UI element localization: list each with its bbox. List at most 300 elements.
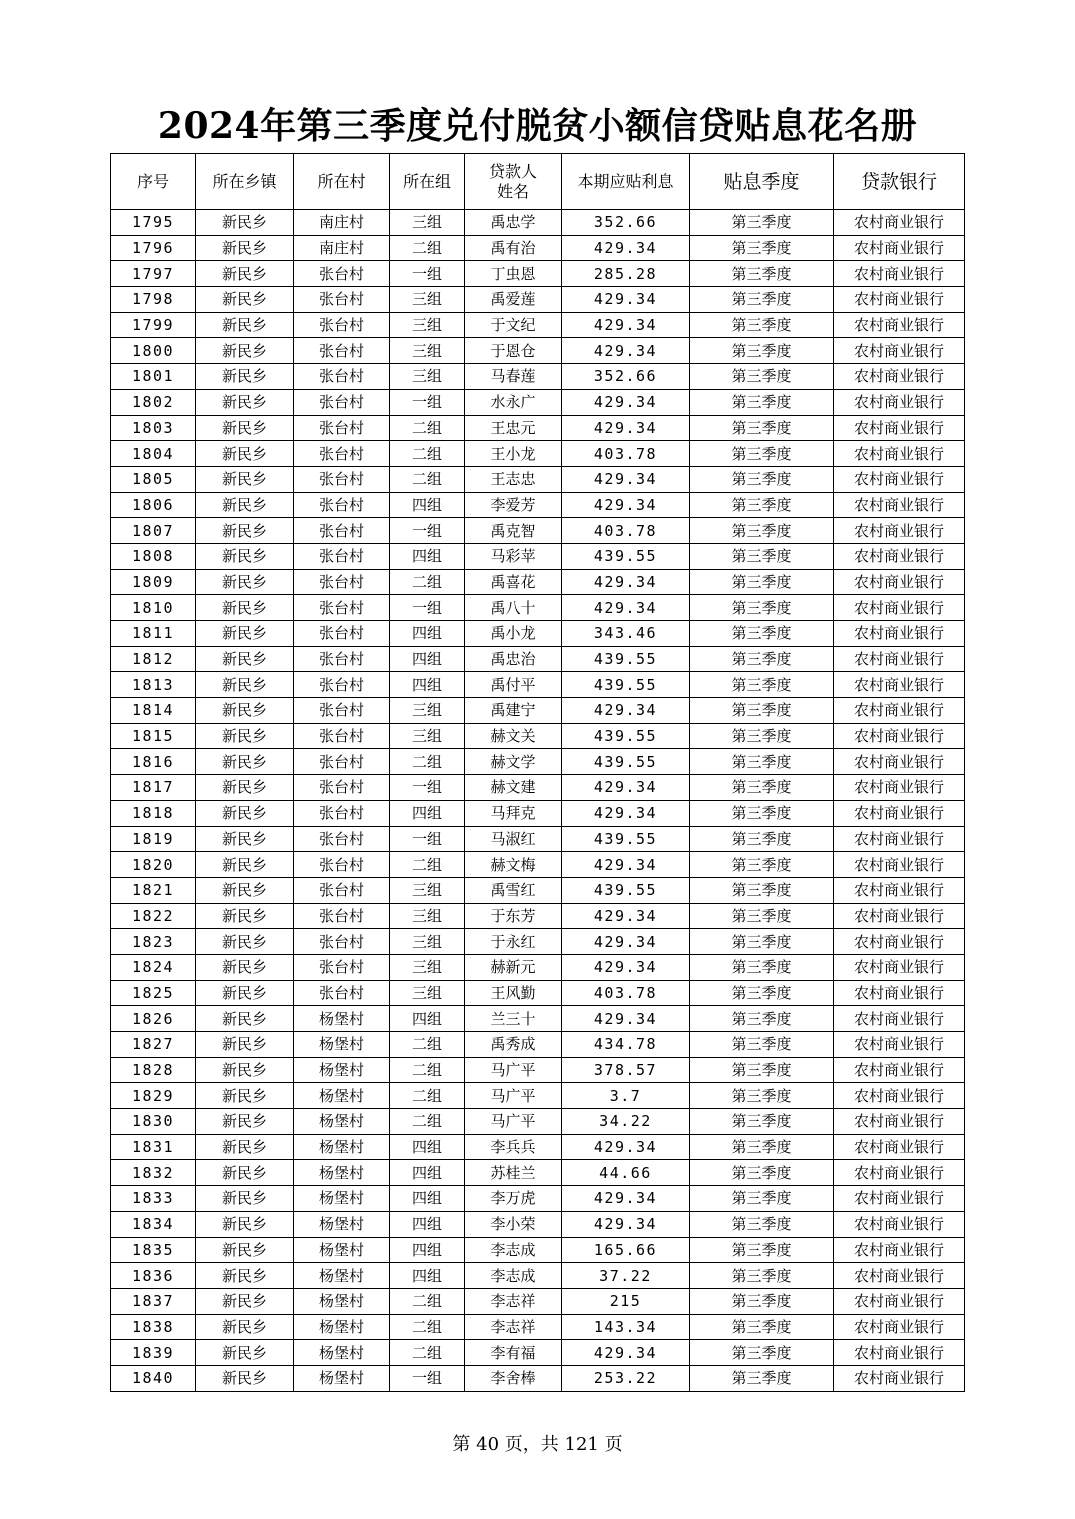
- village-cell: 张台村: [294, 980, 390, 1006]
- table-row: [111, 595, 965, 621]
- seq-cell: 1809: [111, 569, 196, 595]
- group-cell: 三组: [390, 210, 465, 236]
- bank-cell: 农村商业银行: [834, 1237, 965, 1263]
- town-cell: 新民乡: [196, 723, 294, 749]
- bank-cell: 农村商业银行: [834, 1109, 965, 1135]
- seq-cell: 1798: [111, 287, 196, 313]
- quarter-cell: 第三季度: [690, 903, 834, 929]
- town-cell: 新民乡: [196, 1083, 294, 1109]
- quarter-cell: 第三季度: [690, 441, 834, 467]
- seq-cell: 1833: [111, 1186, 196, 1212]
- table-row: [111, 877, 965, 903]
- bank-cell: 农村商业银行: [834, 1160, 965, 1186]
- interest-cell: 403.78: [562, 518, 690, 544]
- borrower-cell: 李小荣: [465, 1211, 562, 1237]
- village-cell: 杨堡村: [294, 1340, 390, 1366]
- table-row: [111, 466, 965, 492]
- town-cell: 新民乡: [196, 646, 294, 672]
- header-borrower: [465, 154, 562, 210]
- interest-cell: 403.78: [562, 441, 690, 467]
- group-cell: 二组: [390, 1288, 465, 1314]
- group-cell: 一组: [390, 826, 465, 852]
- seq-cell: 1814: [111, 698, 196, 724]
- table-row: [111, 1160, 965, 1186]
- village-cell: 张台村: [294, 518, 390, 544]
- seq-cell: 1835: [111, 1237, 196, 1263]
- header-village: 所在村: [294, 154, 390, 210]
- borrower-cell: 赫文学: [465, 749, 562, 775]
- town-cell: 新民乡: [196, 1237, 294, 1263]
- group-cell: 二组: [390, 1032, 465, 1058]
- group-cell: 四组: [390, 672, 465, 698]
- table-row: [111, 954, 965, 980]
- bank-cell: 农村商业银行: [834, 1134, 965, 1160]
- bank-cell: 农村商业银行: [834, 364, 965, 390]
- table-row: [111, 210, 965, 236]
- seq-cell: 1818: [111, 800, 196, 826]
- group-cell: 一组: [390, 261, 465, 287]
- group-cell: 四组: [390, 646, 465, 672]
- group-cell: 一组: [390, 518, 465, 544]
- group-cell: 四组: [390, 1134, 465, 1160]
- seq-cell: 1816: [111, 749, 196, 775]
- group-cell: 一组: [390, 775, 465, 801]
- bank-cell: 农村商业银行: [834, 261, 965, 287]
- table-row: [111, 235, 965, 261]
- quarter-cell: 第三季度: [690, 210, 834, 236]
- bank-cell: 农村商业银行: [834, 877, 965, 903]
- quarter-cell: 第三季度: [690, 518, 834, 544]
- bank-cell: 农村商业银行: [834, 723, 965, 749]
- town-cell: 新民乡: [196, 1006, 294, 1032]
- quarter-cell: 第三季度: [690, 1057, 834, 1083]
- quarter-cell: 第三季度: [690, 338, 834, 364]
- bank-cell: 农村商业银行: [834, 415, 965, 441]
- seq-cell: 1828: [111, 1057, 196, 1083]
- interest-cell: 429.34: [562, 929, 690, 955]
- seq-cell: 1831: [111, 1134, 196, 1160]
- interest-cell: 352.66: [562, 210, 690, 236]
- town-cell: 新民乡: [196, 903, 294, 929]
- interest-cell: 143.34: [562, 1314, 690, 1340]
- quarter-cell: 第三季度: [690, 775, 834, 801]
- group-cell: 三组: [390, 954, 465, 980]
- seq-cell: 1799: [111, 312, 196, 338]
- interest-cell: 37.22: [562, 1263, 690, 1289]
- interest-cell: 439.55: [562, 723, 690, 749]
- village-cell: 张台村: [294, 775, 390, 801]
- village-cell: 张台村: [294, 954, 390, 980]
- bank-cell: 农村商业银行: [834, 954, 965, 980]
- bank-cell: 农村商业银行: [834, 312, 965, 338]
- village-cell: 南庄村: [294, 235, 390, 261]
- bank-cell: 农村商业银行: [834, 287, 965, 313]
- seq-cell: 1807: [111, 518, 196, 544]
- table-row: [111, 723, 965, 749]
- seq-cell: 1820: [111, 852, 196, 878]
- group-cell: 二组: [390, 1340, 465, 1366]
- bank-cell: 农村商业银行: [834, 800, 965, 826]
- group-cell: 二组: [390, 1083, 465, 1109]
- group-cell: 三组: [390, 903, 465, 929]
- village-cell: 张台村: [294, 543, 390, 569]
- borrower-cell: 禹喜花: [465, 569, 562, 595]
- quarter-cell: 第三季度: [690, 1109, 834, 1135]
- table-row: [111, 698, 965, 724]
- village-cell: 张台村: [294, 749, 390, 775]
- seq-cell: 1829: [111, 1083, 196, 1109]
- quarter-cell: 第三季度: [690, 415, 834, 441]
- borrower-cell: 于恩仓: [465, 338, 562, 364]
- quarter-cell: 第三季度: [690, 312, 834, 338]
- seq-cell: 1832: [111, 1160, 196, 1186]
- seq-cell: 1836: [111, 1263, 196, 1289]
- borrower-cell: 李有福: [465, 1340, 562, 1366]
- bank-cell: 农村商业银行: [834, 543, 965, 569]
- group-cell: 二组: [390, 749, 465, 775]
- seq-cell: 1817: [111, 775, 196, 801]
- bank-cell: 农村商业银行: [834, 569, 965, 595]
- table-row: [111, 1057, 965, 1083]
- group-cell: 三组: [390, 877, 465, 903]
- group-cell: 四组: [390, 1160, 465, 1186]
- interest-cell: 429.34: [562, 569, 690, 595]
- quarter-cell: 第三季度: [690, 1032, 834, 1058]
- table-row: [111, 929, 965, 955]
- table-row: [111, 312, 965, 338]
- village-cell: 杨堡村: [294, 1211, 390, 1237]
- bank-cell: 农村商业银行: [834, 1314, 965, 1340]
- town-cell: 新民乡: [196, 775, 294, 801]
- bank-cell: 农村商业银行: [834, 852, 965, 878]
- seq-cell: 1821: [111, 877, 196, 903]
- interest-cell: 429.34: [562, 287, 690, 313]
- borrower-cell: 水永广: [465, 389, 562, 415]
- group-cell: 二组: [390, 466, 465, 492]
- interest-cell: 429.34: [562, 1211, 690, 1237]
- quarter-cell: 第三季度: [690, 1237, 834, 1263]
- quarter-cell: 第三季度: [690, 1160, 834, 1186]
- borrower-cell: 马淑红: [465, 826, 562, 852]
- borrower-cell: 于东芳: [465, 903, 562, 929]
- group-cell: 二组: [390, 1109, 465, 1135]
- seq-cell: 1839: [111, 1340, 196, 1366]
- interest-cell: 434.78: [562, 1032, 690, 1058]
- interest-cell: 429.34: [562, 466, 690, 492]
- interest-cell: 429.34: [562, 235, 690, 261]
- group-cell: 三组: [390, 364, 465, 390]
- table-row: [111, 1006, 965, 1032]
- group-cell: 三组: [390, 287, 465, 313]
- interest-cell: 165.66: [562, 1237, 690, 1263]
- table-row: [111, 364, 965, 390]
- village-cell: 杨堡村: [294, 1134, 390, 1160]
- borrower-cell: 马广平: [465, 1057, 562, 1083]
- group-cell: 三组: [390, 698, 465, 724]
- table-row: [111, 261, 965, 287]
- town-cell: 新民乡: [196, 261, 294, 287]
- borrower-cell: 赫文建: [465, 775, 562, 801]
- village-cell: 杨堡村: [294, 1160, 390, 1186]
- borrower-cell: 王小龙: [465, 441, 562, 467]
- bank-cell: 农村商业银行: [834, 621, 965, 647]
- town-cell: 新民乡: [196, 1263, 294, 1289]
- table-row: [111, 749, 965, 775]
- borrower-cell: 禹建宁: [465, 698, 562, 724]
- borrower-cell: 禹忠治: [465, 646, 562, 672]
- town-cell: 新民乡: [196, 1134, 294, 1160]
- borrower-cell: 李志成: [465, 1237, 562, 1263]
- quarter-cell: 第三季度: [690, 492, 834, 518]
- interest-cell: 285.28: [562, 261, 690, 287]
- table-row: [111, 389, 965, 415]
- table-row: [111, 415, 965, 441]
- group-cell: 三组: [390, 338, 465, 364]
- interest-cell: 352.66: [562, 364, 690, 390]
- village-cell: 张台村: [294, 389, 390, 415]
- town-cell: 新民乡: [196, 672, 294, 698]
- borrower-cell: 李万虎: [465, 1186, 562, 1212]
- borrower-cell: 于永红: [465, 929, 562, 955]
- interest-cell: 3.7: [562, 1083, 690, 1109]
- village-cell: 张台村: [294, 569, 390, 595]
- seq-cell: 1806: [111, 492, 196, 518]
- quarter-cell: 第三季度: [690, 1186, 834, 1212]
- town-cell: 新民乡: [196, 1211, 294, 1237]
- interest-cell: 429.34: [562, 903, 690, 929]
- borrower-cell: 马春莲: [465, 364, 562, 390]
- group-cell: 一组: [390, 595, 465, 621]
- bank-cell: 农村商业银行: [834, 1006, 965, 1032]
- header-quarter: 贴息季度: [690, 154, 834, 210]
- town-cell: 新民乡: [196, 569, 294, 595]
- bank-cell: 农村商业银行: [834, 826, 965, 852]
- table-row: [111, 672, 965, 698]
- town-cell: 新民乡: [196, 312, 294, 338]
- village-cell: 杨堡村: [294, 1314, 390, 1340]
- bank-cell: 农村商业银行: [834, 389, 965, 415]
- village-cell: 张台村: [294, 441, 390, 467]
- bank-cell: 农村商业银行: [834, 1340, 965, 1366]
- interest-cell: 44.66: [562, 1160, 690, 1186]
- quarter-cell: 第三季度: [690, 1288, 834, 1314]
- town-cell: 新民乡: [196, 364, 294, 390]
- interest-cell: 429.34: [562, 415, 690, 441]
- seq-cell: 1830: [111, 1109, 196, 1135]
- seq-cell: 1826: [111, 1006, 196, 1032]
- quarter-cell: 第三季度: [690, 749, 834, 775]
- interest-cell: 439.55: [562, 749, 690, 775]
- interest-cell: 429.34: [562, 954, 690, 980]
- village-cell: 张台村: [294, 492, 390, 518]
- borrower-cell: 李志祥: [465, 1314, 562, 1340]
- borrower-cell: 兰三十: [465, 1006, 562, 1032]
- village-cell: 杨堡村: [294, 1109, 390, 1135]
- seq-cell: 1822: [111, 903, 196, 929]
- quarter-cell: 第三季度: [690, 235, 834, 261]
- village-cell: 张台村: [294, 338, 390, 364]
- borrower-cell: 苏桂兰: [465, 1160, 562, 1186]
- town-cell: 新民乡: [196, 1365, 294, 1391]
- interest-cell: 439.55: [562, 826, 690, 852]
- town-cell: 新民乡: [196, 1057, 294, 1083]
- seq-cell: 1801: [111, 364, 196, 390]
- table-header-row: [111, 154, 965, 210]
- interest-cell: 343.46: [562, 621, 690, 647]
- header-seq: 序号: [111, 154, 196, 210]
- header-borrower-line2: 姓名: [496, 181, 529, 201]
- town-cell: 新民乡: [196, 1288, 294, 1314]
- town-cell: 新民乡: [196, 441, 294, 467]
- town-cell: 新民乡: [196, 415, 294, 441]
- seq-cell: 1803: [111, 415, 196, 441]
- quarter-cell: 第三季度: [690, 672, 834, 698]
- borrower-cell: 禹有治: [465, 235, 562, 261]
- town-cell: 新民乡: [196, 749, 294, 775]
- table-row: [111, 1314, 965, 1340]
- group-cell: 四组: [390, 1211, 465, 1237]
- village-cell: 张台村: [294, 672, 390, 698]
- seq-cell: 1810: [111, 595, 196, 621]
- seq-cell: 1804: [111, 441, 196, 467]
- bank-cell: 农村商业银行: [834, 210, 965, 236]
- village-cell: 杨堡村: [294, 1032, 390, 1058]
- borrower-cell: 禹小龙: [465, 621, 562, 647]
- table-row: [111, 980, 965, 1006]
- seq-cell: 1796: [111, 235, 196, 261]
- quarter-cell: 第三季度: [690, 800, 834, 826]
- group-cell: 二组: [390, 1057, 465, 1083]
- bank-cell: 农村商业银行: [834, 672, 965, 698]
- town-cell: 新民乡: [196, 929, 294, 955]
- quarter-cell: 第三季度: [690, 364, 834, 390]
- bank-cell: 农村商业银行: [834, 235, 965, 261]
- bank-cell: 农村商业银行: [834, 466, 965, 492]
- interest-cell: 439.55: [562, 672, 690, 698]
- table-row: [111, 1032, 965, 1058]
- header-borrower-line1: 贷款人: [488, 161, 537, 181]
- table-row: [111, 1365, 965, 1391]
- village-cell: 杨堡村: [294, 1083, 390, 1109]
- borrower-cell: 禹八十: [465, 595, 562, 621]
- town-cell: 新民乡: [196, 518, 294, 544]
- table-row: [111, 569, 965, 595]
- quarter-cell: 第三季度: [690, 569, 834, 595]
- interest-cell: 429.34: [562, 800, 690, 826]
- table-row: [111, 1134, 965, 1160]
- quarter-cell: 第三季度: [690, 1006, 834, 1032]
- borrower-cell: 禹雪红: [465, 877, 562, 903]
- quarter-cell: 第三季度: [690, 1083, 834, 1109]
- seq-cell: 1797: [111, 261, 196, 287]
- group-cell: 二组: [390, 1314, 465, 1340]
- seq-cell: 1813: [111, 672, 196, 698]
- interest-cell: 429.34: [562, 389, 690, 415]
- seq-cell: 1838: [111, 1314, 196, 1340]
- borrower-cell: 于文纪: [465, 312, 562, 338]
- group-cell: 四组: [390, 1006, 465, 1032]
- town-cell: 新民乡: [196, 235, 294, 261]
- village-cell: 张台村: [294, 595, 390, 621]
- village-cell: 杨堡村: [294, 1288, 390, 1314]
- seq-cell: 1840: [111, 1365, 196, 1391]
- town-cell: 新民乡: [196, 852, 294, 878]
- village-cell: 张台村: [294, 877, 390, 903]
- group-cell: 二组: [390, 569, 465, 595]
- bank-cell: 农村商业银行: [834, 1288, 965, 1314]
- village-cell: 张台村: [294, 312, 390, 338]
- seq-cell: 1805: [111, 466, 196, 492]
- village-cell: 张台村: [294, 364, 390, 390]
- town-cell: 新民乡: [196, 1314, 294, 1340]
- quarter-cell: 第三季度: [690, 287, 834, 313]
- quarter-cell: 第三季度: [690, 1340, 834, 1366]
- table-row: [111, 287, 965, 313]
- group-cell: 二组: [390, 441, 465, 467]
- borrower-cell: 禹忠学: [465, 210, 562, 236]
- village-cell: 张台村: [294, 826, 390, 852]
- town-cell: 新民乡: [196, 338, 294, 364]
- village-cell: 张台村: [294, 903, 390, 929]
- group-cell: 二组: [390, 852, 465, 878]
- town-cell: 新民乡: [196, 826, 294, 852]
- interest-cell: 403.78: [562, 980, 690, 1006]
- town-cell: 新民乡: [196, 543, 294, 569]
- town-cell: 新民乡: [196, 466, 294, 492]
- borrower-cell: 禹秀成: [465, 1032, 562, 1058]
- quarter-cell: 第三季度: [690, 929, 834, 955]
- interest-cell: 429.34: [562, 595, 690, 621]
- village-cell: 杨堡村: [294, 1263, 390, 1289]
- table-row: [111, 1237, 965, 1263]
- quarter-cell: 第三季度: [690, 826, 834, 852]
- quarter-cell: 第三季度: [690, 723, 834, 749]
- group-cell: 三组: [390, 723, 465, 749]
- quarter-cell: 第三季度: [690, 595, 834, 621]
- seq-cell: 1834: [111, 1211, 196, 1237]
- bank-cell: 农村商业银行: [834, 1083, 965, 1109]
- town-cell: 新民乡: [196, 1160, 294, 1186]
- table-row: [111, 826, 965, 852]
- group-cell: 二组: [390, 235, 465, 261]
- header-bank: 贷款银行: [834, 154, 965, 210]
- borrower-cell: 禹克智: [465, 518, 562, 544]
- bank-cell: 农村商业银行: [834, 595, 965, 621]
- village-cell: 张台村: [294, 698, 390, 724]
- town-cell: 新民乡: [196, 1109, 294, 1135]
- table-row: [111, 1288, 965, 1314]
- quarter-cell: 第三季度: [690, 852, 834, 878]
- interest-cell: 439.55: [562, 646, 690, 672]
- bank-cell: 农村商业银行: [834, 980, 965, 1006]
- table-body: [111, 210, 965, 1392]
- interest-cell: 429.34: [562, 852, 690, 878]
- bank-cell: 农村商业银行: [834, 1057, 965, 1083]
- quarter-cell: 第三季度: [690, 646, 834, 672]
- quarter-cell: 第三季度: [690, 389, 834, 415]
- group-cell: 四组: [390, 1237, 465, 1263]
- bank-cell: 农村商业银行: [834, 441, 965, 467]
- town-cell: 新民乡: [196, 1032, 294, 1058]
- group-cell: 四组: [390, 543, 465, 569]
- bank-cell: 农村商业银行: [834, 698, 965, 724]
- borrower-cell: 李爱芳: [465, 492, 562, 518]
- interest-cell: 378.57: [562, 1057, 690, 1083]
- header-group: 所在组: [390, 154, 465, 210]
- quarter-cell: 第三季度: [690, 1263, 834, 1289]
- bank-cell: 农村商业银行: [834, 1032, 965, 1058]
- village-cell: 杨堡村: [294, 1186, 390, 1212]
